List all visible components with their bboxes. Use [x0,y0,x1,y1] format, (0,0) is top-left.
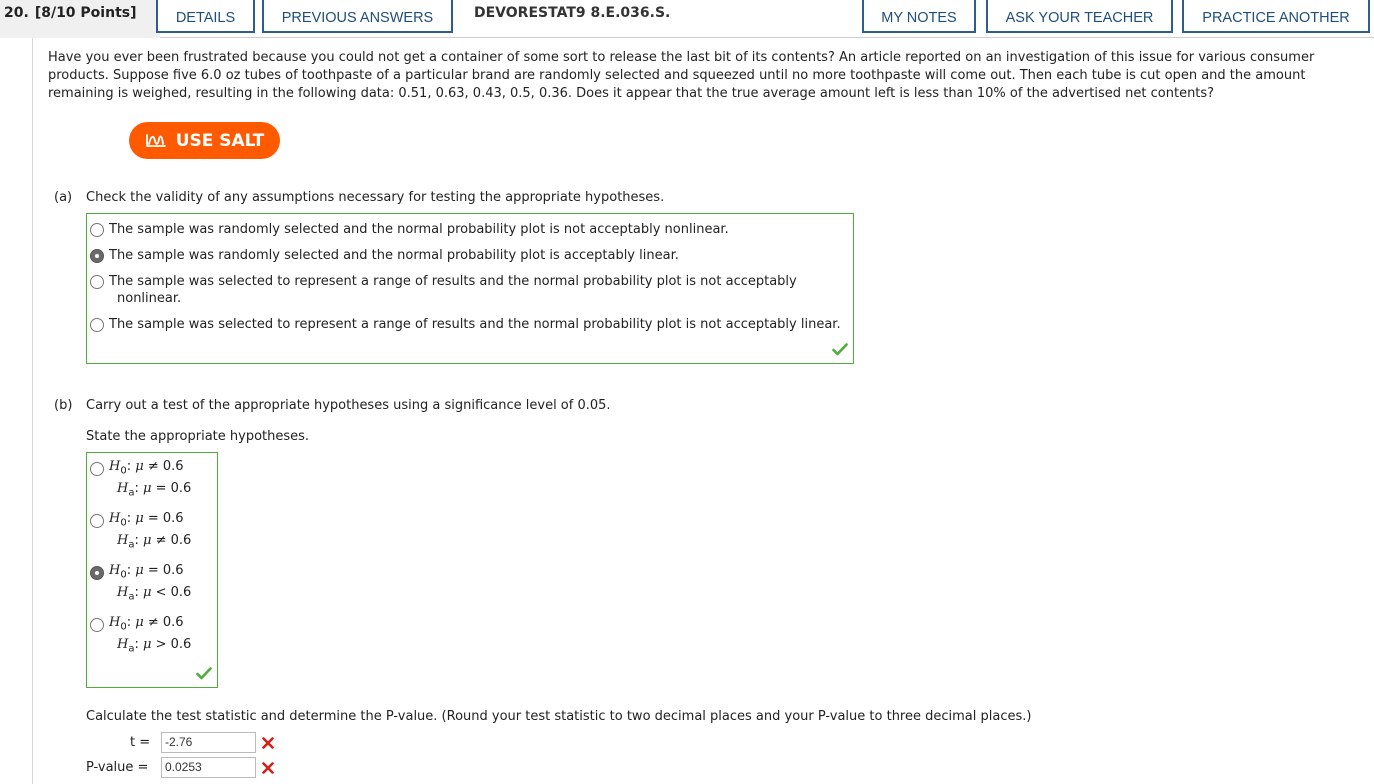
part-a-label: (a) [54,190,73,205]
question-text: Have you ever been frustrated because you could not get a container of some sort to release the last bit of its contents? An article reported on an investigation of this issue for various consumer products. Suppose five 6.0 oz tubes of toothpaste of a particular brand are randomly selected and squeezed until no more toothpaste will come out. Then each tube is cut open and the amount remaining is weighed, resulting in the following data: 0.51, 0.63, 0.43, 0.5, 0.36. Does it appear that the true average amount left is less than 10% of the advertised net contents? [48,50,1315,101]
my-notes-button[interactable]: MY NOTES [862,0,976,33]
part-a-option-3[interactable] [90,273,797,291]
hypothesis-option-4[interactable] [90,616,109,632]
hypothesis-option-3-ha: $H_a$: μ < 0.6 [117,585,192,603]
radio-button-selected[interactable] [90,566,104,580]
question-number: 20. [4,5,29,21]
hypothesis-option-2[interactable] [90,512,109,528]
question-header [0,0,1374,38]
question-id: DEVORESTAT9 8.E.036.S. [474,5,671,21]
radio-button[interactable] [90,223,104,237]
part-a-option-2[interactable] [90,247,679,265]
part-a-option-3-text-cont: nonlinear. [117,291,182,306]
incorrect-x-icon [262,737,274,749]
part-b-prompt: Carry out a test of the appropriate hypotheses using a significance level of 0.05. [86,398,611,413]
part-a-prompt: Check the validity of any assumptions necessary for testing the appropriate hypotheses. [86,190,665,205]
correct-check-icon [196,667,212,680]
part-a-option-1[interactable] [90,221,729,239]
previous-answers-button[interactable]: PREVIOUS ANSWERS [262,0,453,33]
correct-check-icon [832,343,848,356]
part-a-option-1-text: The sample was randomly selected and the normal probability plot is not acceptably nonlinear. [109,222,729,237]
t-statistic-input[interactable]: -2.76 [161,732,256,753]
t-statistic-label: t = [130,735,151,750]
incorrect-x-icon [262,762,274,774]
radio-button[interactable] [90,318,104,332]
radio-button[interactable] [90,275,104,289]
hypothesis-option-1-h0: $H_0$: μ ≠ 0.6 [109,459,184,477]
salt-icon [145,133,167,149]
hypothesis-option-4-ha: $H_a$: μ > 0.6 [117,637,192,655]
ask-teacher-button[interactable]: ASK YOUR TEACHER [986,0,1173,33]
hypothesis-option-2-ha: $H_a$: μ ≠ 0.6 [117,533,192,551]
hypothesis-option-4-h0: $H_0$: μ ≠ 0.6 [109,615,184,633]
hypothesis-option-1-ha: $H_a$: μ = 0.6 [117,481,192,499]
use-salt-label: USE SALT [175,130,265,151]
question-number-block [0,0,160,38]
part-a-option-2-text: The sample was randomly selected and the normal probability plot is acceptably linear. [109,248,679,263]
question-points: [8/10 Points] [34,5,137,21]
hypothesis-option-2-h0: $H_0$: μ = 0.6 [109,511,184,529]
part-b-label: (b) [54,398,73,413]
hypotheses-prompt: State the appropriate hypotheses. [86,429,310,444]
radio-button-selected[interactable] [90,249,104,263]
part-a-option-3-text: The sample was selected to represent a range of results and the normal probability plot is not acceptably [109,274,797,289]
practice-another-button[interactable]: PRACTICE ANOTHER [1182,0,1370,33]
hypothesis-option-3-h0: $H_0$: μ = 0.6 [109,563,184,581]
details-button[interactable]: DETAILS [156,0,255,33]
radio-button[interactable] [90,618,104,632]
part-a-option-4-text: The sample was selected to represent a range of results and the normal probability plot is not acceptably linear. [109,317,841,332]
content-left-rule [32,38,33,784]
part-a-option-4[interactable] [90,316,841,334]
calculation-prompt: Calculate the test statistic and determine the P-value. (Round your test statistic to two decimal places and your P-value to three decimal places.) [86,709,1032,724]
p-value-label: P-value = [86,760,149,775]
hypothesis-option-3[interactable] [90,564,109,580]
use-salt-button[interactable] [129,122,280,159]
radio-button[interactable] [90,462,104,476]
radio-button[interactable] [90,514,104,528]
p-value-input[interactable]: 0.0253 [161,757,256,778]
hypothesis-option-1[interactable] [90,460,109,476]
